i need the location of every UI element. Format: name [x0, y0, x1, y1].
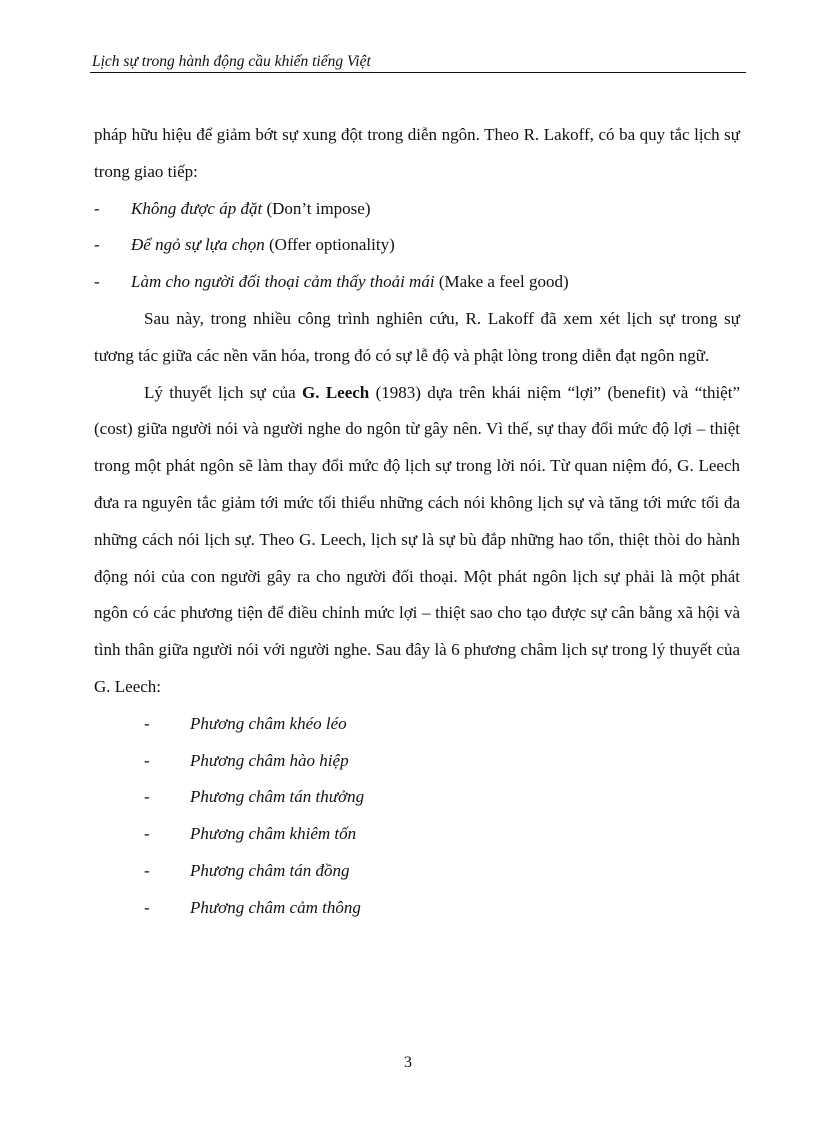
maxim-text: Phương châm khiêm tốn: [190, 824, 357, 844]
paragraph-lakoff-later: Sau này, trong nhiều công trình nghiên cứu, R. Lakoff đã xem xét lịch sự trong sự tương tác giữa các nền văn hóa, trong đó có sự lễ độ và phật lòng trong diễn đạt ngôn ngữ.: [94, 308, 740, 365]
lakoff-rule-1: [94, 191, 740, 228]
list-item-text: [131, 227, 395, 264]
leech-maxim-4: [94, 816, 740, 853]
page-number: 3: [404, 1054, 412, 1071]
rule-name: Làm cho người đối thoại cảm thấy thoải mái: [131, 272, 435, 292]
list-item-text: [131, 191, 371, 228]
maxim-text: Phương châm hào hiệp: [190, 750, 349, 770]
rule-name: Không được áp đặt: [131, 198, 263, 218]
list-dash: -: [94, 235, 100, 255]
list-item-text: [131, 264, 569, 301]
list-dash: -: [94, 198, 100, 218]
leech-name: G. Leech: [302, 382, 370, 402]
document-body: [94, 117, 740, 927]
leech-maxim-6: [94, 890, 740, 927]
list-dash: -: [144, 750, 150, 770]
list-dash: -: [144, 824, 150, 844]
leech-maxim-5: [94, 853, 740, 890]
lakoff-rule-3: [94, 264, 740, 301]
maxim-text: Phương châm tán đồng: [190, 860, 350, 880]
maxim-text: Phương châm cảm thông: [190, 897, 361, 917]
paragraph-leech-theory: [94, 375, 740, 706]
lakoff-rule-2: [94, 227, 740, 264]
list-dash: -: [144, 897, 150, 917]
maxim-text: Phương châm tán thưởng: [190, 787, 365, 807]
running-header-title: Lịch sự trong hành động cầu khiến tiếng Việt: [92, 53, 371, 70]
maxim-text: Phương châm khéo léo: [190, 713, 347, 733]
leech-body-text: (1983) dựa trên khái niệm “lợi” (benefit) và “thiệt” (cost) giữa người nói và người nghe do ngôn từ gây nên. Vì thế, sự thay đổi mức độ lợi – thiệt trong một phát ngôn sẽ làm thay đổi mức độ lịch sự trong lời nói. Từ quan niệm đó, G. Leech đưa ra nguyên tắc giảm tới mức tối thiểu những cách nói không lịch sự và tăng tới mức tối đa những cách nói lịch sự. Theo G. Leech, lịch sự là sự bù đắp những hao tổn, thiệt thòi do hành động nói của con người gây ra cho người đối thoại. Một phát ngôn lịch sự phải là một phát ngôn có các phương tiện để điều chỉnh mức lợi – thiệt sao cho tạo được sự cân bằng xã hội và tình thân giữa người nói với người nghe. Sau đây là 6 phương châm lịch sự trong lý thuyết của G. Leech:: [94, 382, 740, 696]
list-dash: -: [144, 787, 150, 807]
leech-maxim-3: [94, 779, 740, 816]
rule-translation: (Don’t impose): [262, 198, 371, 218]
paragraph-lakoff-intro: pháp hữu hiệu để giảm bớt sự xung đột trong diễn ngôn. Theo R. Lakoff, có ba quy tắc lịch sự trong giao tiếp:: [94, 125, 740, 181]
list-dash: -: [144, 713, 150, 733]
list-dash: -: [144, 860, 150, 880]
rule-translation: (Offer optionality): [264, 235, 395, 255]
rule-translation: (Make a feel good): [434, 272, 569, 292]
leech-maxim-2: [94, 743, 740, 780]
leech-intro-text: Lý thuyết lịch sự của: [144, 382, 302, 402]
header-rule: [90, 72, 746, 73]
leech-maxim-1: [94, 706, 740, 743]
rule-name: Để ngỏ sự lựa chọn: [131, 235, 265, 255]
list-dash: -: [94, 272, 100, 292]
